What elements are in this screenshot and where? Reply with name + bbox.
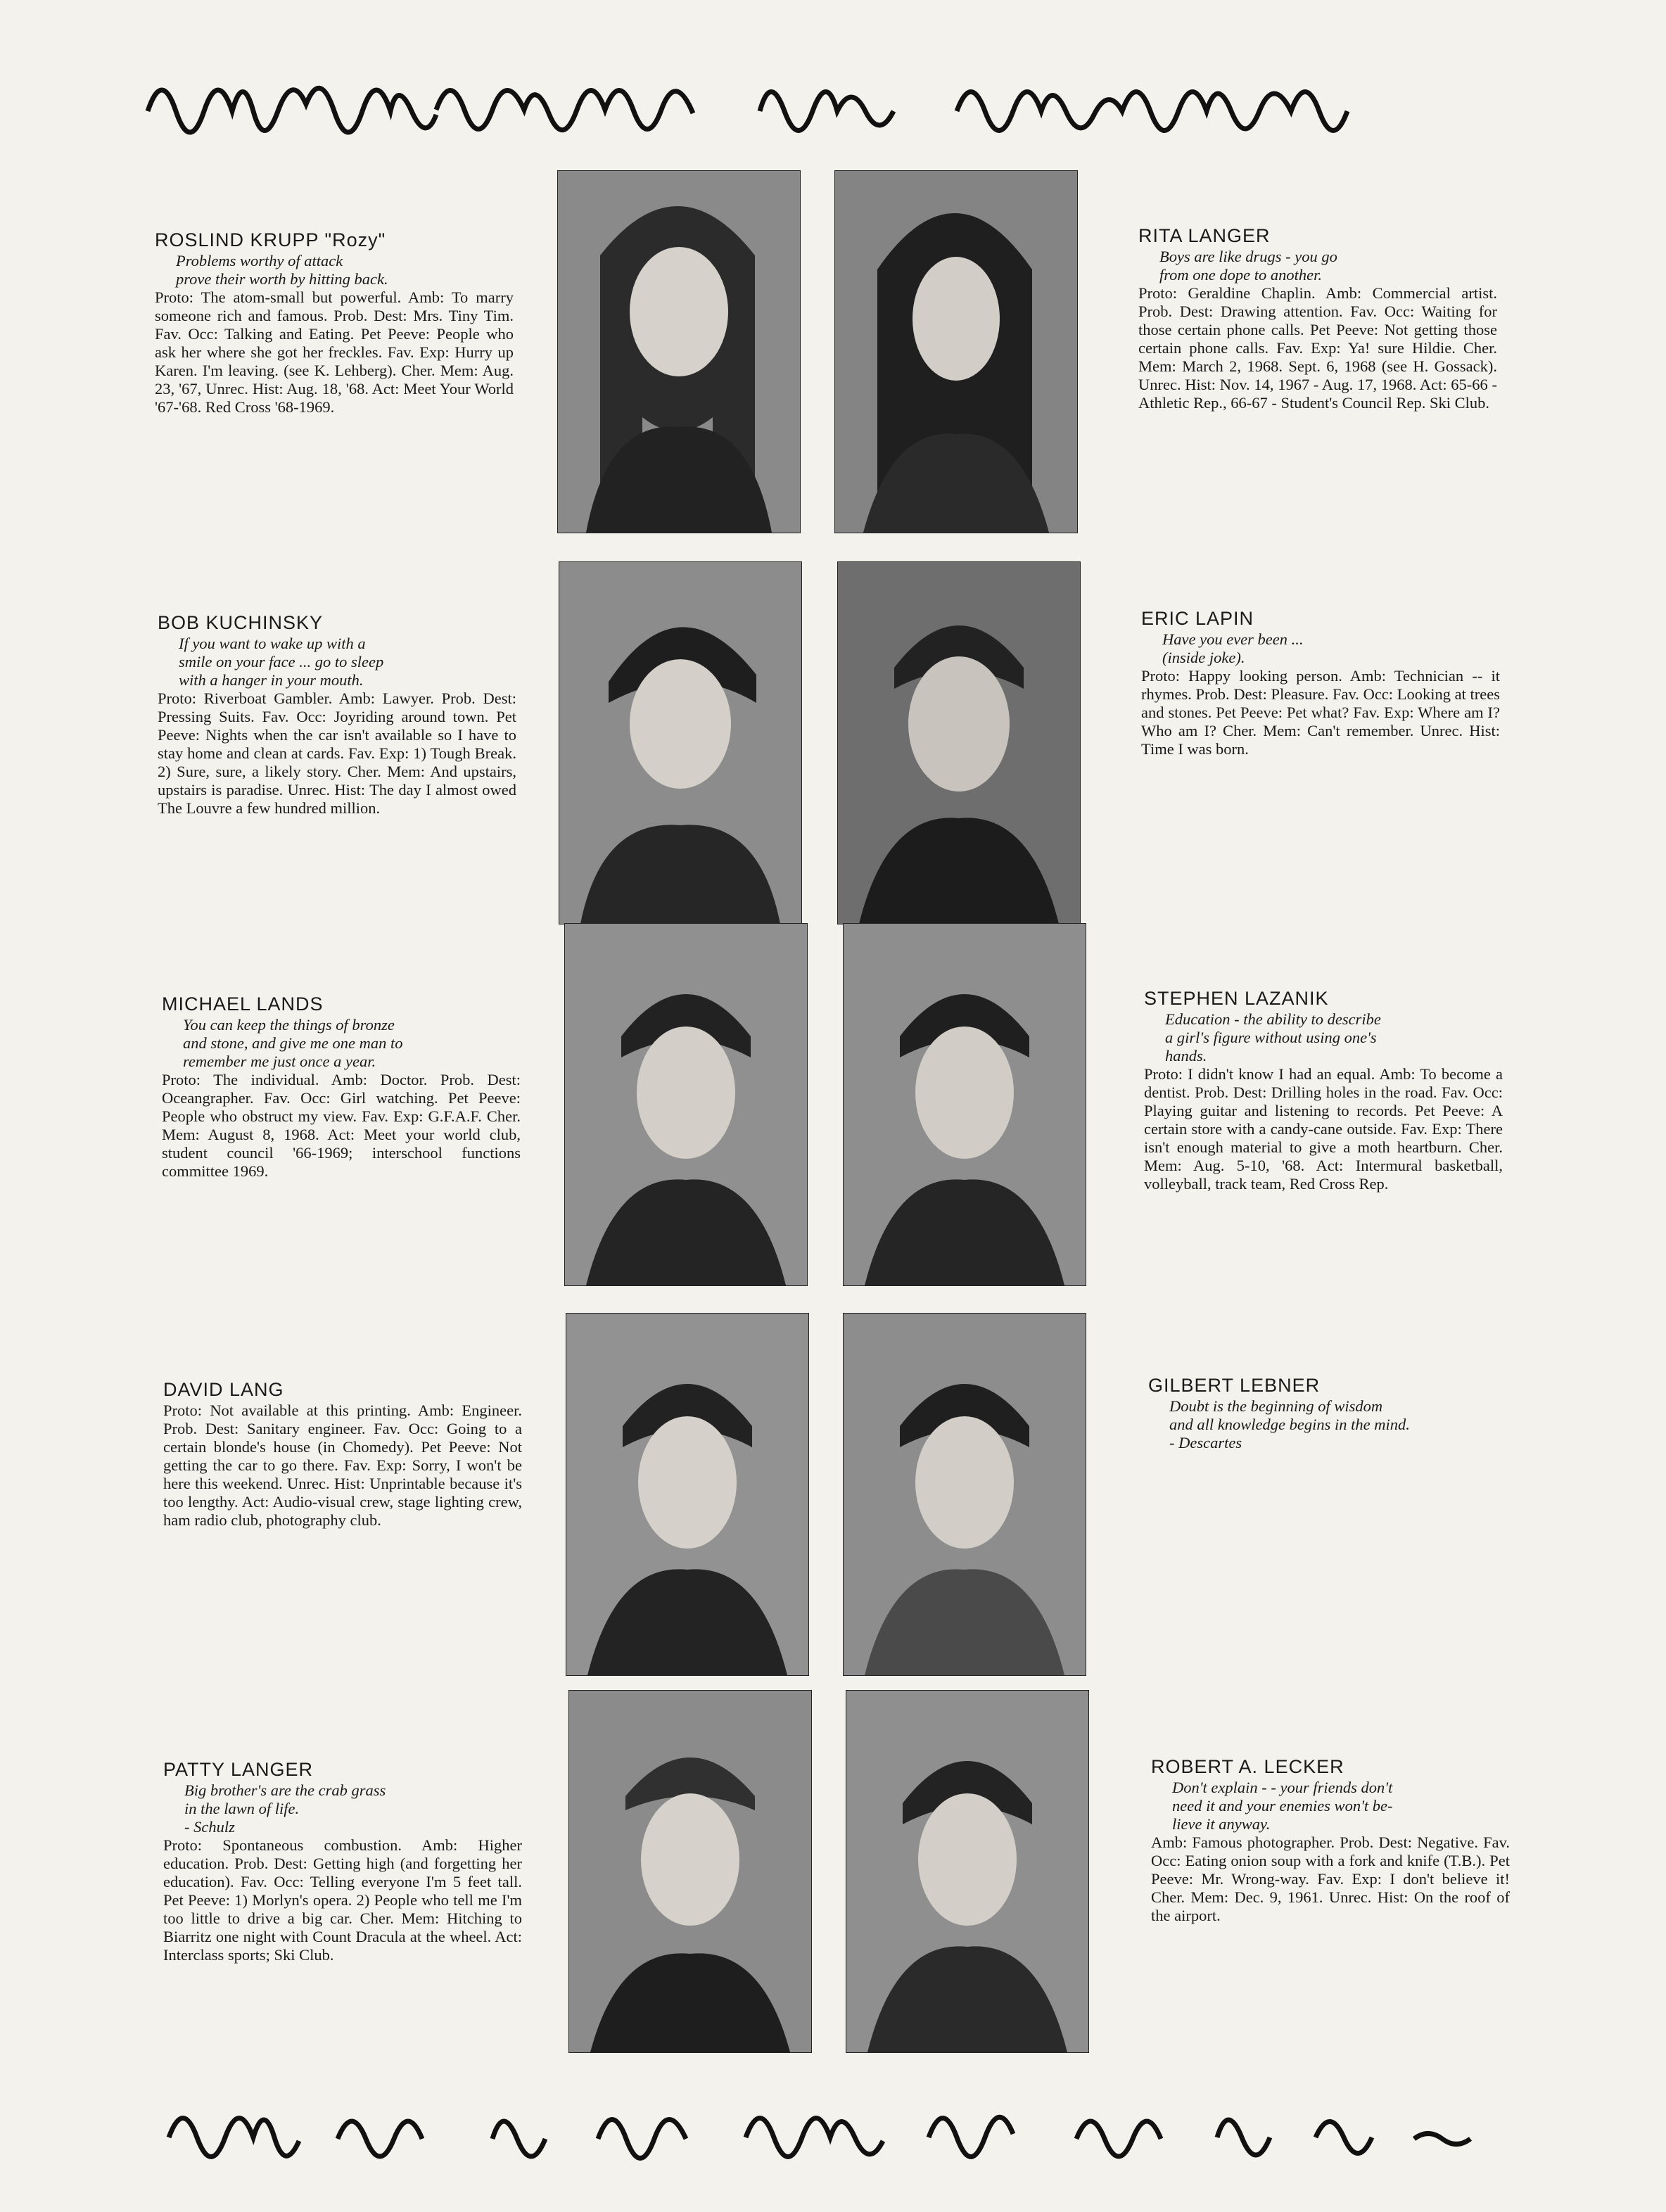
student-name: STEPHEN LAZANIK	[1144, 988, 1329, 1009]
student-bio-9	[163, 1760, 522, 1964]
student-details: Proto: I didn't know I had an equal. Amb: To become a dentist. Prob. Dest: Drilling holes in the road. Fav. Occ: Playing guitar and listening to records. Pet Peeve: A certain store with a candy-cane outside. Fav. Exp: There isn't enough material to give a moth heartburn. Cher. Mem: Aug. 5-10, '68. Act: Intermural basketball, volleyball, track team, Red Cross Rep.	[1144, 1065, 1503, 1193]
bottom-calligraphy-banner	[162, 2088, 1484, 2180]
student-photo-10	[846, 1690, 1089, 2053]
student-quote: Doubt is the beginning of wisdom and all knowledge begins in the mind. - Descartes	[1169, 1397, 1410, 1451]
student-bio-1	[155, 231, 514, 417]
student-name: ROBERT A. LECKER	[1151, 1756, 1344, 1777]
student-details: Proto: Geraldine Chaplin. Amb: Commercial artist. Prob. Dest: Drawing attention. Fav. Occ: Waiting for those certain phone calls. Pet Peeve: Not getting those certain phone calls. Fav. Exp: Ya! sure Hildie. Cher. Mem: March 2, 1968. Sept. 6, 1968 (see H. Gossack). Unrec. Hist: Nov. 14, 1967 - Aug. 17, 1968. Act: 65-66 - Athletic Rep., 66-67 - Student's Council Rep. Ski Club.	[1138, 284, 1497, 412]
student-name: RITA LANGER	[1138, 225, 1271, 246]
student-name: MICHAEL LANDS	[162, 993, 324, 1015]
student-details: Proto: Riverboat Gambler. Amb: Lawyer. Prob. Dest: Pressing Suits. Fav. Occ: Joyriding around town. Pet Peeve: Nights when the car isn't available so I have to stay home and clean at cards. Fav. Exp: 1) Tough Break. 2) Sure, sure, a likely story. Cher. Mem: And upstairs, upstairs is paradise. Unrec. Hist: The day I almost owed The Louvre a few hundred million.	[158, 689, 516, 817]
student-name: DAVID LANG	[163, 1379, 284, 1400]
student-quote: Problems worthy of attack prove their worth by hitting back.	[176, 252, 388, 288]
student-details: Proto: The atom-small but powerful. Amb: To marry someone rich and famous. Prob. Dest: Mrs. Tiny Tim. Fav. Occ: Talking and Eating. Pet Peeve: People who ask her where she got her freckles. Fav. Exp: Hurry up Karen. I'm leaving. (see K. Lehberg). Cher. Mem: Aug. 23, '67, Unrec. Hist: Aug. 18, '68. Act: Meet Your World '67-'68. Red Cross '68-1969.	[155, 288, 514, 416]
student-bio-2	[1138, 227, 1497, 412]
student-name: BOB KUCHINSKY	[158, 612, 324, 633]
student-bio-4	[1141, 609, 1500, 758]
student-details: Proto: Happy looking person. Amb: Technician -- it rhymes. Prob. Dest: Pleasure. Fav. Occ: Looking at trees and stones. Pet Peeve: Pet what? Fav. Exp: Where am I? Who am I? Cher. Mem: Can't remember. Unrec. Hist: Time I was born.	[1141, 667, 1500, 758]
student-photo-5	[564, 923, 808, 1286]
top-calligraphy-banner	[141, 55, 1477, 146]
student-bio-10	[1151, 1757, 1510, 1925]
student-bio-3	[158, 614, 516, 818]
student-photo-9	[568, 1690, 812, 2053]
student-details: Proto: Not available at this printing. Amb: Engineer. Prob. Dest: Sanitary engineer. Fav. Occ: Going to a certain blonde's house (in Chomedy). Pet Peeve: Not getting the car to go there. Fav. Exp: Sorry, I won't be here this weekend. Unrec. Hist: Unprintable because it's too lengthy. Act: Audio-visual crew, stage lighting crew, ham radio club, photography club.	[163, 1401, 522, 1529]
student-photo-3	[559, 561, 802, 924]
student-quote: Boys are like drugs - you go from one dope to another.	[1159, 248, 1337, 284]
student-quote: Big brother's are the crab grass in the lawn of life. - Schulz	[184, 1781, 386, 1836]
student-details: Amb: Famous photographer. Prob. Dest: Negative. Fav. Occ: Eating onion soup with a fork and knife (T.B.). Pet Peeve: Mr. Wrong-way. Fav. Exp: I don't believe it! Cher. Mem: Dec. 9, 1961. Unrec. Hist: On the roof of the airport.	[1151, 1833, 1510, 1924]
student-details: Proto: The individual. Amb: Doctor. Prob. Dest: Oceangrapher. Fav. Occ: Girl watching. Pet Peeve: People who obstruct my view. Fav. Exp: G.F.A.F. Cher. Mem: August 8, 1968. Act: Meet your world club, student council '66-1969; interschool functions committee 1969.	[162, 1071, 521, 1180]
student-name: ERIC LAPIN	[1141, 608, 1254, 629]
student-quote: Have you ever been ... (inside joke).	[1162, 630, 1304, 666]
student-bio-8	[1148, 1376, 1507, 1452]
student-quote: Don't explain - - your friends don't need it and your enemies won't be- lieve it anyway.	[1172, 1779, 1393, 1833]
student-bio-6	[1144, 989, 1503, 1193]
student-quote: Education - the ability to describe a girl's figure without using one's hands.	[1165, 1010, 1381, 1064]
student-name: PATTY LANGER	[163, 1759, 314, 1780]
student-photo-7	[566, 1313, 809, 1676]
student-details: Proto: Spontaneous combustion. Amb: Higher education. Prob. Dest: Getting high (and forgetting her education). Fav. Occ: Telling everyone I'm 5 feet tall. Pet Peeve: 1) Morlyn's opera. 2) People who tell me I'm too little to drive a big car. Cher. Mem: Hitching to Biarritz one night with Count Dracula at the wheel. Act: Interclass sports; Ski Club.	[163, 1836, 522, 1964]
student-quote: If you want to wake up with a smile on your face ... go to sleep with a hanger in your mouth.	[179, 635, 384, 689]
student-name: ROSLIND KRUPP "Rozy"	[155, 229, 386, 250]
student-photo-1	[557, 170, 801, 533]
student-photo-2	[834, 170, 1078, 533]
student-name: GILBERT LEBNER	[1148, 1375, 1321, 1396]
student-photo-6	[843, 923, 1086, 1286]
student-photo-4	[837, 561, 1081, 924]
student-bio-5	[162, 995, 521, 1181]
student-bio-7	[163, 1380, 522, 1530]
student-photo-8	[843, 1313, 1086, 1676]
student-quote: You can keep the things of bronze and stone, and give me one man to remember me just once a year.	[183, 1016, 403, 1070]
